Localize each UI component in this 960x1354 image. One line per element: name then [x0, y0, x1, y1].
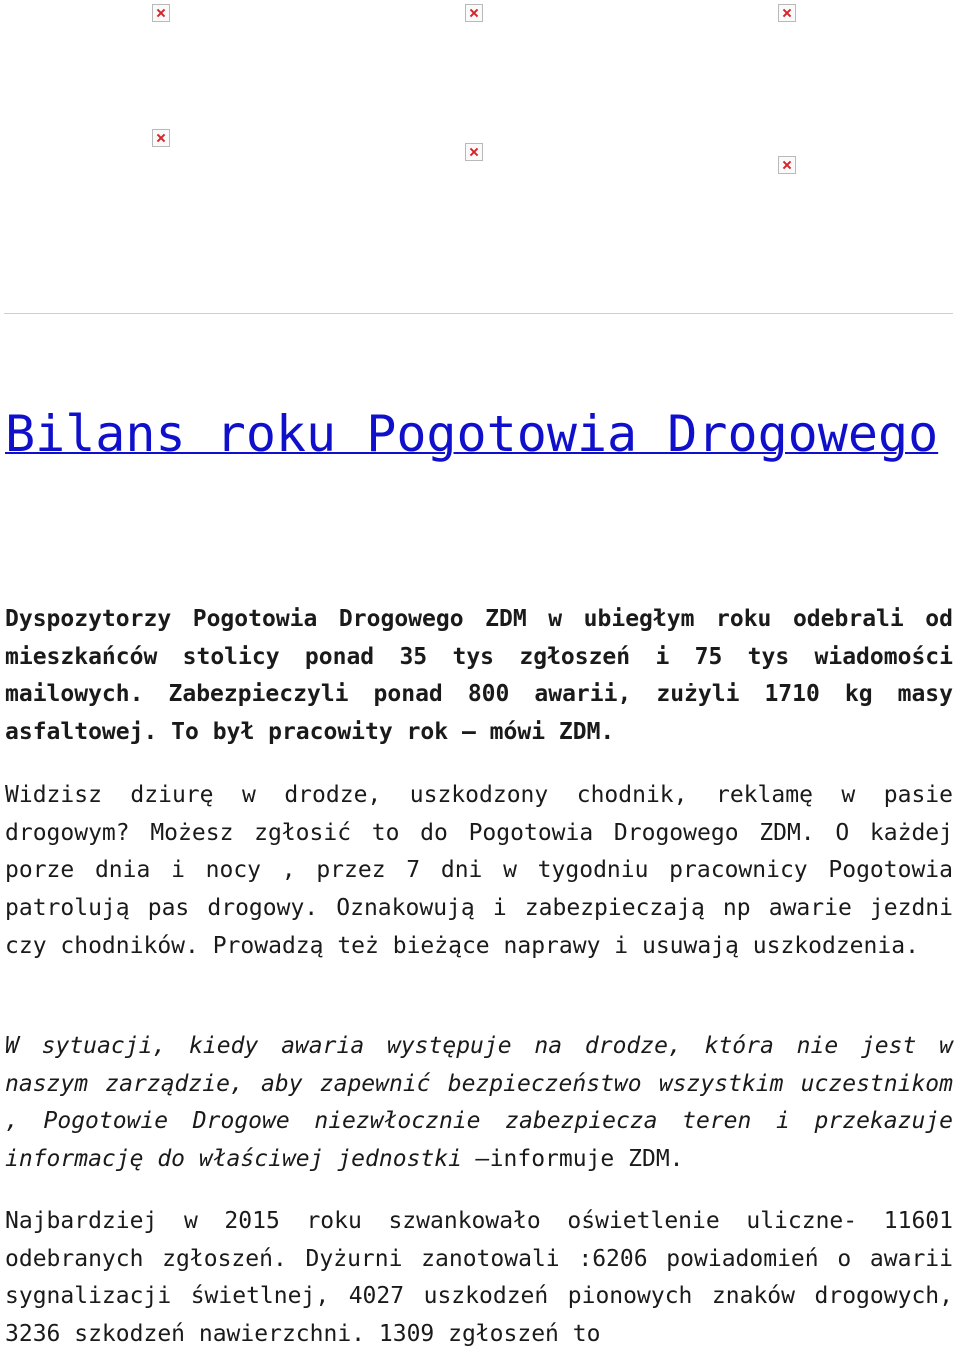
article-lead: Dyspozytorzy Pogotowia Drogowego ZDM w ubiegłym roku odebrali od mieszkańców stolicy ponad 35 tys zgłoszeń i 75 tys wiadomości mailowych. Zabezpieczyli ponad 800 awarii, zużyli 1710 kg masy asfaltowej. To był pracowity rok – mówi ZDM. [5, 606, 953, 746]
article-paragraph-quote [5, 1028, 953, 1179]
article-paragraph: Najbardziej w 2015 roku szwankowało oświetlenie uliczne- 11601 odebranych zgłoszeń. Dyżurni zanotowali :6206 powiadomień o awarii sygnalizacji świetlnej, 4027 uszkodzeń pionowych znaków drogowych, 3236 szkodzeń nawierzchni. 1309 zgłoszeń to [5, 1208, 953, 1348]
broken-image-icon [152, 129, 170, 147]
article-title [5, 398, 953, 470]
broken-image-icon [778, 156, 796, 174]
quote-attribution: informuje ZDM. [489, 1146, 684, 1173]
quote-text: W sytuacji, kiedy awaria występuje na drodze, która nie jest w naszym zarządzie, aby zapewnić bezpieczeństwo wszystkim uczestnikom , Pogotowie Drogowe niezwłocznie zabezpiecza teren i przekazuje informację do właściwej jednostki – [5, 1033, 953, 1173]
horizontal-divider [4, 313, 953, 314]
article-title-link[interactable]: Bilans roku Pogotowia Drogowego [5, 405, 939, 463]
broken-image-icon [465, 143, 483, 161]
broken-image-icon [778, 4, 796, 22]
article-paragraph: Widzisz dziurę w drodze, uszkodzony chodnik, reklamę w pasie drogowym? Możesz zgłosić to do Pogotowia Drogowego ZDM. O każdej porze dnia i nocy , przez 7 dni w tygodniu pracownicy Pogotowia patrolują pas drogowy. Oznakowują i zabezpieczają np awarie jezdni czy chodników. Prowadzą też bieżące naprawy i usuwają uszkodzenia. [5, 782, 953, 959]
broken-image-icon [465, 4, 483, 22]
broken-image-icon [152, 4, 170, 22]
